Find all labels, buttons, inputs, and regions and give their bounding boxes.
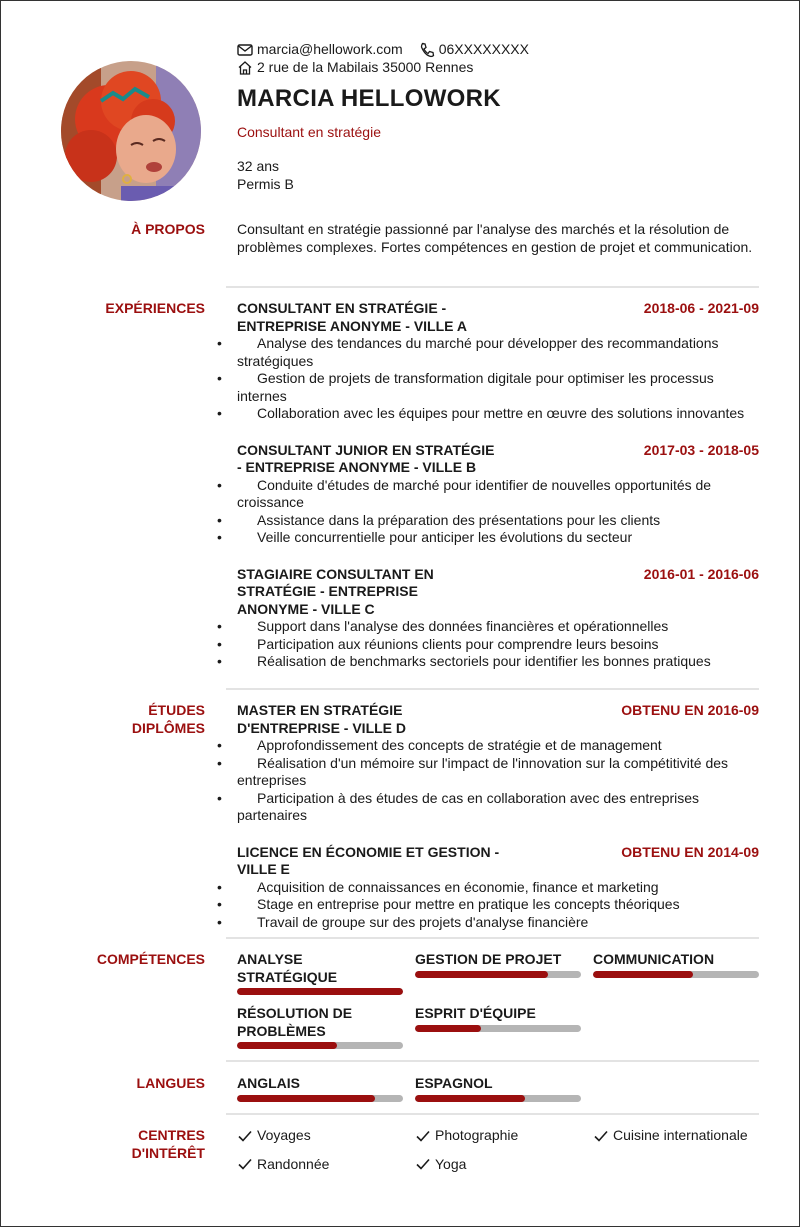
divider (226, 1113, 759, 1115)
skill-item (415, 951, 581, 995)
bullet-item: • Réalisation d'un mémoire sur l'impact de l'innovation sur la compétitivité des entreprises (237, 755, 759, 790)
divider (226, 286, 759, 288)
education-entry (237, 702, 759, 825)
avatar (61, 61, 201, 201)
education-label (132, 702, 205, 737)
bullet-item: • Collaboration avec les équipes pour mettre en œuvre des solutions innovantes (237, 405, 759, 423)
language-bar-fill (237, 1095, 375, 1102)
skills-grid (237, 951, 759, 1049)
about-text: Consultant en stratégie passionné par l'analyse des marchés et la résolution de problèmes complexes. Fortes compétences en gestion de projet et communication. (237, 221, 753, 255)
bullet-item: • Participation aux réunions clients pour comprendre leurs besoins (237, 636, 759, 654)
education-label-line1: ÉTUDES (148, 702, 205, 718)
bullet-item: • Assistance dans la préparation des présentations pour les clients (237, 512, 759, 530)
interest-label: Voyages (257, 1127, 311, 1143)
interest-item (415, 1156, 593, 1174)
skill-bar (237, 1042, 403, 1049)
bullet-item: • Support dans l'analyse des données financières et opérationnelles (237, 618, 759, 636)
candidate-name: MARCIA HELLOWORK (237, 85, 501, 112)
skill-name: ANALYSE STRATÉGIQUE (237, 951, 338, 985)
skill-item (415, 1005, 581, 1049)
age: 32 ans (237, 158, 280, 174)
job-title: Consultant en stratégie (237, 124, 381, 140)
address-text: 2 rue de la Mabilais 35000 Rennes (257, 59, 474, 76)
language-bar (237, 1095, 403, 1102)
experience-title: CONSULTANT JUNIOR EN STRATÉGIE - ENTREPRISE ANONYME - VILLE B (237, 441, 495, 475)
skill-item (593, 951, 759, 995)
skill-bar (415, 971, 581, 978)
experience-date: 2016-01 - 2016-06 (643, 565, 759, 582)
check-icon (237, 1128, 253, 1144)
bullet-item: • Conduite d'études de marché pour identifier de nouvelles opportunités de croissance (237, 477, 759, 512)
skill-bar (593, 971, 759, 978)
education-title: MASTER EN STRATÉGIE D'ENTREPRISE - VILLE D (237, 702, 407, 736)
about-label: À PROPOS (131, 221, 205, 237)
phone-icon (419, 42, 435, 58)
bullet-item: • Participation à des études de cas en collaboration avec des entreprises partenaires (237, 790, 759, 825)
address-item (237, 59, 473, 77)
education-date: OBTENU EN 2016-09 (621, 702, 759, 718)
skill-name: COMMUNICATION (593, 951, 715, 967)
personal-meta (237, 158, 294, 193)
interests-label-line1: CENTRES (138, 1127, 205, 1143)
mail-icon (237, 42, 253, 58)
skill-name: ESPRIT D'ÉQUIPE (415, 1005, 536, 1021)
bullet-item: • Travail de groupe sur des projets d'analyse financière (237, 914, 759, 932)
phone-text: 06XXXXXXXX (438, 41, 529, 58)
language-bar-fill (415, 1095, 525, 1102)
skill-bar (415, 1025, 581, 1032)
bullet-item: • Réalisation de benchmarks sectoriels pour identifier les bonnes pratiques (237, 653, 759, 671)
check-icon (415, 1128, 431, 1144)
skill-bar-fill (237, 1042, 337, 1049)
language-name: ANGLAIS (237, 1075, 300, 1091)
interest-label: Randonnée (257, 1155, 330, 1172)
skill-name: GESTION DE PROJET (415, 951, 562, 967)
skill-item (237, 951, 403, 995)
bullet-item: • Approfondissement des concepts de stratégie et de management (237, 737, 759, 755)
interest-item (237, 1127, 415, 1145)
bullet-item: • Analyse des tendances du marché pour développer des recommandations stratégiques (237, 335, 759, 370)
education-entry (237, 844, 759, 932)
skill-bar-fill (237, 988, 403, 995)
language-bar (415, 1095, 581, 1102)
divider (226, 937, 759, 939)
interests-list (237, 1127, 759, 1173)
language-name: ESPAGNOL (415, 1075, 493, 1091)
bullet-item: • Acquisition de connaissances en économie, finance et marketing (237, 879, 759, 897)
experience-entry (237, 442, 759, 547)
interests-label (132, 1127, 205, 1162)
contact-info (237, 41, 545, 77)
experience-date: 2017-03 - 2018-05 (643, 441, 759, 458)
experience-entry (237, 300, 759, 423)
driving-license: Permis B (237, 175, 294, 192)
interest-item (237, 1156, 415, 1174)
skills-label: COMPÉTENCES (96, 951, 205, 967)
education-date: OBTENU EN 2014-09 (621, 843, 759, 860)
skill-bar (237, 988, 403, 995)
interest-label: Yoga (435, 1155, 467, 1172)
home-icon (237, 60, 253, 76)
language-item (237, 1075, 403, 1102)
experience-title: CONSULTANT EN STRATÉGIE - ENTREPRISE ANONYME - VILLE A (237, 300, 467, 334)
education-list (237, 702, 759, 941)
education-title: LICENCE EN ÉCONOMIE ET GESTION - VILLE E (237, 843, 500, 877)
experiences-list (237, 300, 759, 681)
bullet-item: • Gestion de projets de transformation digitale pour optimiser les processus internes (237, 370, 759, 405)
experience-title: STAGIAIRE CONSULTANT EN STRATÉGIE - ENTREPRISE ANONYME - VILLE C (237, 565, 434, 617)
check-icon (415, 1156, 431, 1172)
phone-item[interactable] (419, 41, 529, 59)
bullet-item: • Stage en entreprise pour mettre en pratique les concepts théoriques (237, 896, 759, 914)
languages-grid (237, 1075, 759, 1102)
skill-bar-fill (415, 971, 548, 978)
divider (226, 688, 759, 690)
interest-label: Cuisine internationale (613, 1127, 748, 1143)
interests-label-line2: D'INTÉRÊT (131, 1144, 205, 1161)
education-label-line2: DIPLÔMES (131, 719, 205, 736)
experience-entry (237, 566, 759, 671)
skill-name: RÉSOLUTION DE PROBLÈMES (237, 1005, 353, 1039)
check-icon (237, 1156, 253, 1172)
languages-label: LANGUES (136, 1075, 205, 1091)
email-item[interactable] (237, 41, 403, 59)
interest-item (415, 1127, 593, 1145)
skill-bar-fill (415, 1025, 481, 1032)
skill-item (237, 1005, 403, 1049)
experiences-label: EXPÉRIENCES (105, 300, 205, 316)
interest-label: Photographie (435, 1127, 519, 1143)
interest-item (593, 1127, 771, 1145)
check-icon (593, 1128, 609, 1144)
language-item (415, 1075, 581, 1102)
divider (226, 1060, 759, 1062)
experience-date: 2018-06 - 2021-09 (643, 300, 759, 316)
skill-bar-fill (593, 971, 693, 978)
bullet-item: • Veille concurrentielle pour anticiper les évolutions du secteur (237, 529, 759, 547)
email-text: marcia@hellowork.com (257, 41, 403, 58)
